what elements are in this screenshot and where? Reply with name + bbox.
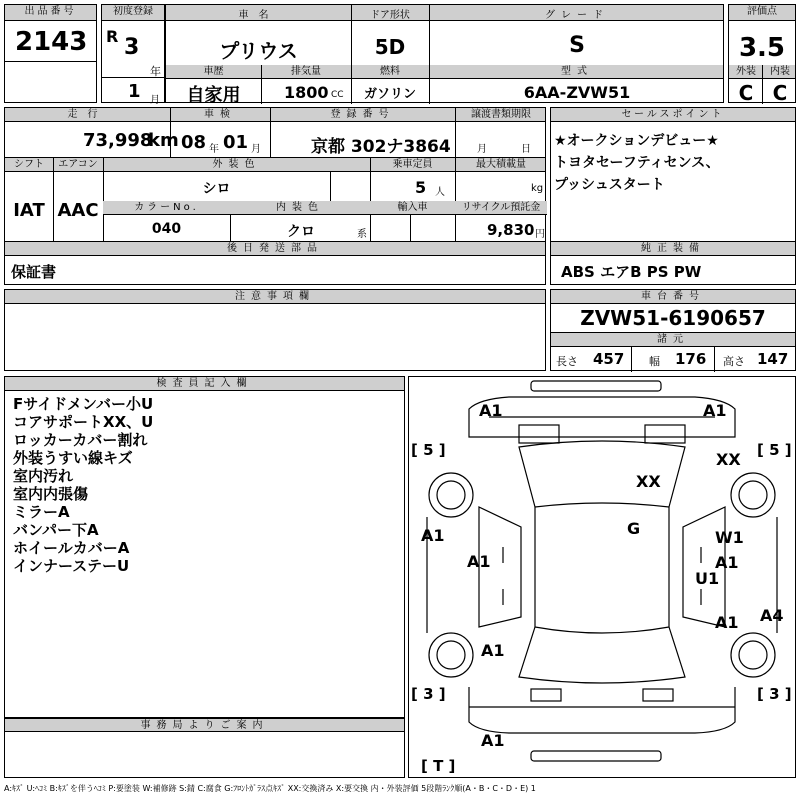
notes-box: 注意事項欄	[4, 289, 546, 371]
mileage: 73,998	[83, 130, 153, 151]
door-type: 5D	[374, 35, 406, 59]
exterior-score: C	[738, 81, 754, 105]
first-registration-box: 初度登録 R 3 年 1 月	[101, 4, 165, 103]
inspector-note: 外装うすい線キズ	[13, 449, 133, 467]
door-header: ドア形状	[370, 10, 410, 21]
era: R	[106, 27, 119, 46]
later-parts: 保証書	[11, 263, 57, 281]
lot-number: 2143	[15, 27, 88, 57]
damage-mark: G	[627, 519, 641, 538]
inspector-note: 室内内張傷	[13, 485, 89, 503]
inspector-note: ミラーA	[13, 503, 70, 521]
chassis-box: 車台番号 ZVW51-6190657 諸元 長さ 457 幅 176 高さ 147	[550, 289, 796, 371]
displacement: 1800	[284, 83, 329, 102]
damage-mark: A1	[479, 401, 503, 420]
inspector-note: ホイールカバーA	[13, 539, 130, 557]
shift-type: IAT	[13, 200, 45, 221]
first-reg-year: 3	[124, 35, 140, 60]
aircon-type: AAC	[57, 200, 99, 221]
damage-mark: XX	[716, 450, 741, 469]
damage-mark: W1	[715, 528, 744, 547]
damage-mark: A1	[715, 553, 739, 572]
lot-number-header: 出品番号	[5, 5, 96, 21]
recycle-fee: 9,830	[487, 221, 535, 239]
model-code: 6AA-ZVW51	[523, 83, 631, 102]
capacity: 5	[415, 178, 427, 197]
spec-width: 176	[675, 350, 707, 368]
damage-mark: A1	[481, 731, 505, 750]
car-diagram-box	[408, 376, 796, 778]
spec-height: 147	[757, 350, 789, 368]
car-info-box: 車名 ドア形状 グレード プリウス 5D S 車歴 排気量 燃料 型式 自家用 1800 CC ガソリン 6AA-ZVW51	[165, 4, 724, 103]
grade-header: グレード	[545, 10, 609, 21]
damage-mark: A1	[715, 613, 739, 632]
damage-mark: A1	[703, 401, 727, 420]
score-box: 評価点 3.5 外装 内装 C C	[728, 4, 796, 103]
tire-spare: [ T ]	[421, 757, 456, 775]
damage-mark: XX	[636, 472, 661, 491]
car-diagram	[409, 377, 795, 777]
first-registration-header: 初度登録	[102, 5, 164, 21]
genuine-equipment: ABS エアB PS PW	[561, 263, 702, 281]
inspector-note: Fサイドメンバー小U	[13, 395, 154, 413]
car-history: 自家用	[186, 85, 241, 106]
inspector-note: バンパー下A	[13, 521, 99, 539]
first-reg-month: 1	[128, 81, 141, 102]
interior-color: クロ	[287, 224, 315, 240]
damage-mark: A1	[481, 641, 505, 660]
legend: A:ｷｽﾞ U:ﾍｺﾐ B:ｷｽﾞを伴うﾍｺﾐ P:要塗装 W:補修跡 S:錆 C:腐食 G:ﾌﾛﾝﾄｶﾞﾗｽ点ｷｽﾞ XX:交換済み X:要交換 内・外装評価 5段階ﾗﾝｸ順(A・B・C・D・E) 1	[4, 784, 536, 793]
tire-rear-right: [ 3 ]	[757, 685, 792, 703]
lot-number-box	[4, 4, 97, 103]
damage-mark: A1	[467, 552, 491, 571]
tire-front-left: [ 5 ]	[411, 441, 446, 459]
spec-length: 457	[593, 350, 625, 368]
overall-score: 3.5	[738, 33, 786, 63]
damage-mark: A4	[760, 606, 784, 625]
chassis-number: ZVW51-6190657	[580, 306, 766, 330]
damage-mark: U1	[695, 569, 720, 588]
damage-mark: A1	[421, 526, 445, 545]
car-name: プリウス	[219, 39, 298, 63]
registration-number: 京都 302ナ3864	[311, 137, 451, 157]
tire-rear-left: [ 3 ]	[411, 685, 446, 703]
fuel: ガソリン	[363, 87, 416, 102]
inspector-box: 検査員記入欄 Fサイドメンバー小U コアサポートXX、U ロッカーカバー割れ 外装うすい線キズ 室内汚れ 室内内張傷 ミラーA バンパー下A ホイールカバーA インナーステーU	[4, 376, 405, 718]
grade: S	[569, 33, 585, 58]
inspector-note: コアサポートXX、U	[13, 413, 154, 431]
vehicle-details-box: 走行 車検 登録番号 譲渡書類期限 73,998 km 08 年 01 月 京都 302ナ3864 月 日 シフト エアコン 外装色 乗車定員 最大積載量 IAT AAC シロ 5 人 kg カラーNo. 内装色 輸入車 リサイクル預託金 040 クロ 系 9,830 円 後日発送部品 保証書	[4, 107, 546, 285]
interior-score: C	[772, 81, 788, 105]
color-number: 040	[151, 221, 182, 237]
car-name-header: 車名	[238, 10, 279, 21]
inspection-year: 08	[181, 132, 207, 153]
office-box: 事務局よりご案内	[4, 718, 405, 778]
inspector-note: ロッカーカバー割れ	[13, 431, 148, 449]
tire-front-right: [ 5 ]	[757, 441, 792, 459]
inspection-month: 01	[223, 132, 249, 153]
inspector-note: 室内汚れ	[13, 467, 74, 485]
exterior-color: シロ	[202, 181, 231, 197]
inspector-note: インナーステーU	[13, 557, 130, 575]
sales-point-box: セールスポイント ★オークションデビュー★ トヨタセーフティセンス、 プッシュスタート 純正装備 ABS エアB PS PW	[550, 107, 796, 285]
